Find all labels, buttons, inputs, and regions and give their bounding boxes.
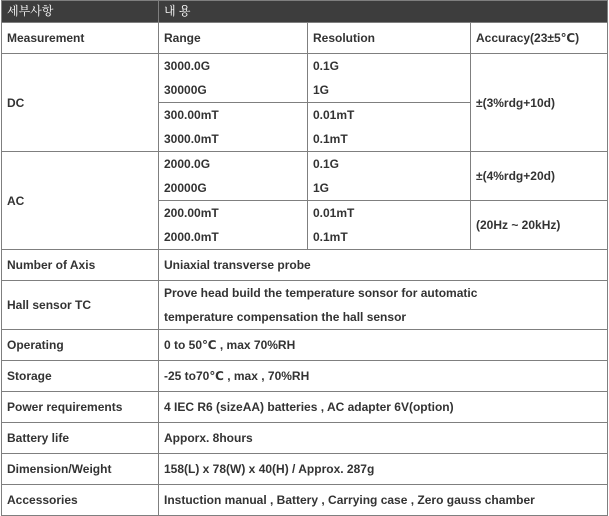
spec-label: Storage [2,361,159,392]
spec-value: -25 to70℃ , max , 70%RH [159,361,608,392]
spec-label: Battery life [2,423,159,454]
col-measurement: Measurement [2,23,159,54]
spec-label: Hall sensor TC [2,281,159,330]
dc-accuracy: ±(3%rdg+10d) [471,54,608,152]
spec-label: Dimension/Weight [2,454,159,485]
ac-accuracy: ±(4%rdg+20d) [471,152,608,201]
spec-value: Apporx. 8hours [159,423,608,454]
range-value: 300.00mT [164,108,219,122]
ac-mt-ranges [159,201,308,250]
spec-value: 158(L) x 78(W) x 40(H) / Approx. 287g [159,454,608,485]
range-value: 30000G [164,83,207,97]
ac-gauss-resolutions [308,152,471,201]
ac-mt-resolutions [308,201,471,250]
spec-row-hall-sensor [2,281,608,330]
range-value: 3000.0mT [164,132,219,146]
ac-label: AC [2,152,159,250]
header-content: 내 용 [159,1,608,23]
spec-label: Accessories [2,485,159,516]
range-value: 2000.0mT [164,230,219,244]
resolution-value: 0.1G [313,157,340,171]
dc-mt-resolutions [308,103,471,152]
spec-label: Number of Axis [2,250,159,281]
resolution-value: 0.1mT [313,230,348,244]
ac-row-gauss [2,152,608,201]
ac-gauss-ranges [159,152,308,201]
spec-table [1,0,608,516]
spec-row-storage [2,361,608,392]
spec-value: 0 to 50℃ , max 70%RH [159,330,608,361]
dc-label: DC [2,54,159,152]
dc-gauss-resolutions [308,54,471,103]
resolution-value: 1G [313,83,330,97]
spec-value [159,281,608,330]
col-resolution: Resolution [308,23,471,54]
resolution-value: 0.01mT [313,108,355,122]
dc-gauss-ranges [159,54,308,103]
col-accuracy: Accuracy(23±5℃) [471,23,608,54]
header-category: 세부사항 [2,1,159,23]
spec-value: Uniaxial transverse probe [159,250,608,281]
ac-frequency: (20Hz ~ 20kHz) [471,201,608,250]
spec-value-line: Prove head build the temperature sonsor for automatic [164,286,478,300]
spec-row-dimension [2,454,608,485]
spec-value-line: temperature compensation the hall sensor [164,310,407,324]
dc-row-gauss [2,54,608,103]
spec-row-axis [2,250,608,281]
resolution-value: 0.1mT [313,132,348,146]
spec-label: Operating [2,330,159,361]
range-value: 20000G [164,181,207,195]
range-value: 200.00mT [164,206,219,220]
dc-mt-ranges [159,103,308,152]
spec-row-accessories [2,485,608,516]
col-range: Range [159,23,308,54]
spec-row-power [2,392,608,423]
spec-value: Instuction manual , Battery , Carrying case , Zero gauss chamber [159,485,608,516]
resolution-value: 0.1G [313,59,340,73]
resolution-value: 1G [313,181,330,195]
spec-row-battery-life [2,423,608,454]
range-value: 3000.0G [164,59,211,73]
spec-row-operating [2,330,608,361]
resolution-value: 0.01mT [313,206,355,220]
table-header-row [2,1,608,23]
column-header-row [2,23,608,54]
spec-value: 4 IEC R6 (sizeAA) batteries , AC adapter 6V(option) [159,392,608,423]
range-value: 2000.0G [164,157,211,171]
spec-label: Power requirements [2,392,159,423]
